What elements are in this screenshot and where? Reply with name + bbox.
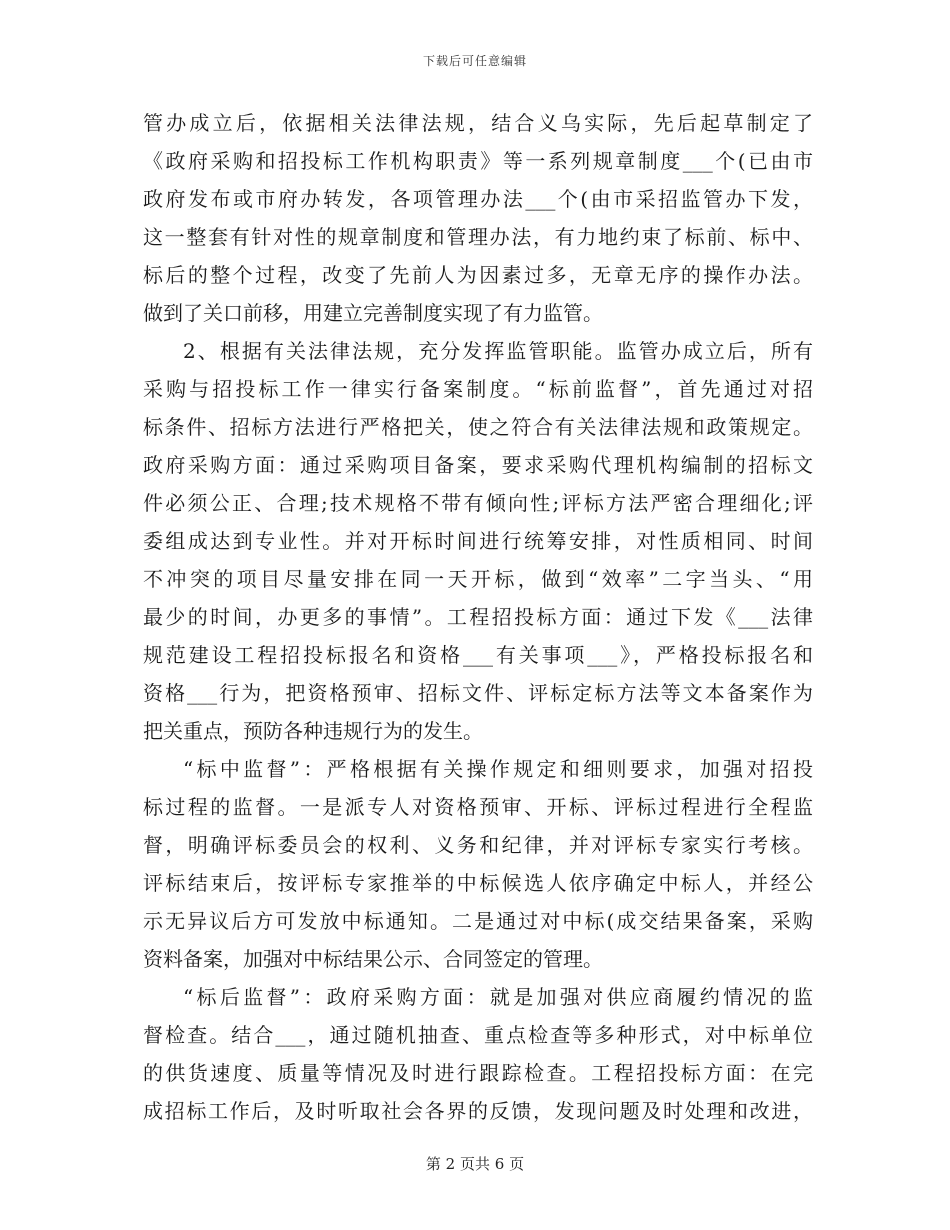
text-line: 不冲突的项目尽量安排在同一天开标，做到“效率”二字当头、“用	[143, 567, 813, 591]
text-line: 的供货速度、质量等情况及时进行跟踪检查。工程招投标方面：在完	[143, 1061, 813, 1085]
text-line: 《政府采购和招投标工作机构职责》等一系列规章制度___个(已由市	[143, 149, 813, 173]
text-line: 督检查。结合___，通过随机抽查、重点检查等多种形式，对中标单位	[143, 1023, 813, 1047]
text-line: 标后的整个过程，改变了先前人为因素过多，无章无序的操作办法。	[143, 263, 813, 287]
text-line: 这一整套有针对性的规章制度和管理办法，有力地约束了标前、标中、	[143, 225, 813, 249]
paragraph-start-line: “标后监督”：政府采购方面：就是加强对供应商履约情况的监	[183, 985, 813, 1009]
text-line: 标条件、招标方法进行严格把关，使之符合有关法律法规和政策规定。	[143, 415, 813, 439]
text-line: 采购与招投标工作一律实行备案制度。“标前监督”，首先通过对招	[143, 377, 813, 401]
text-line: 评标结束后，按评标专家推举的中标候选人依序确定中标人，并经公	[143, 871, 813, 895]
text-line: 政府发布或市府办转发，各项管理办法___个(由市采招监管办下发，	[143, 187, 813, 211]
text-line: 件必须公正、合理;技术规格不带有倾向性;评标方法严密合理细化;评	[143, 491, 813, 515]
text-line: 管办成立后，依据相关法律法规，结合义乌实际，先后起草制定了	[143, 111, 813, 135]
paragraph-start-line: “标中监督”：严格根据有关操作规定和细则要求，加强对招投	[183, 757, 813, 781]
text-line: 规范建设工程招投标报名和资格___有关事项___》，严格投标报名和	[143, 643, 813, 667]
text-line: 资格___行为，把资格预审、招标文件、评标定标方法等文本备案作为	[143, 681, 813, 705]
text-line: 委组成达到专业性。并对开标时间进行统筹安排，对性质相同、时间	[143, 529, 813, 553]
text-line: 督，明确评标委员会的权利、义务和纪律，并对评标专家实行考核。	[143, 833, 813, 857]
page-footer: 第 2 页共 6 页	[425, 1155, 525, 1173]
text-line: 最少的时间，办更多的事情”。工程招投标方面：通过下发《___法律	[143, 605, 813, 629]
paragraph-start-line: 2、根据有关法律法规，充分发挥监管职能。监管办成立后，所有	[183, 339, 813, 363]
text-line: 标过程的监督。一是派专人对资格预审、开标、评标过程进行全程监	[143, 795, 813, 819]
text-line: 示无异议后方可发放中标通知。二是通过对中标(成交结果备案，采购	[143, 909, 813, 933]
document-body	[143, 104, 813, 1130]
text-line: 政府采购方面：通过采购项目备案，要求采购代理机构编制的招标文	[143, 453, 813, 477]
text-line: 成招标工作后，及时听取社会各界的反馈，发现问题及时处理和改进，	[143, 1099, 813, 1123]
text-line: 做到了关口前移，用建立完善制度实现了有力监管。	[143, 301, 603, 325]
page-header: 下载后可任意编辑	[422, 54, 527, 68]
text-line: 把关重点，预防各种违规行为的发生。	[143, 719, 483, 743]
text-line: 资料备案，加强对中标结果公示、合同签定的管理。	[143, 947, 603, 971]
